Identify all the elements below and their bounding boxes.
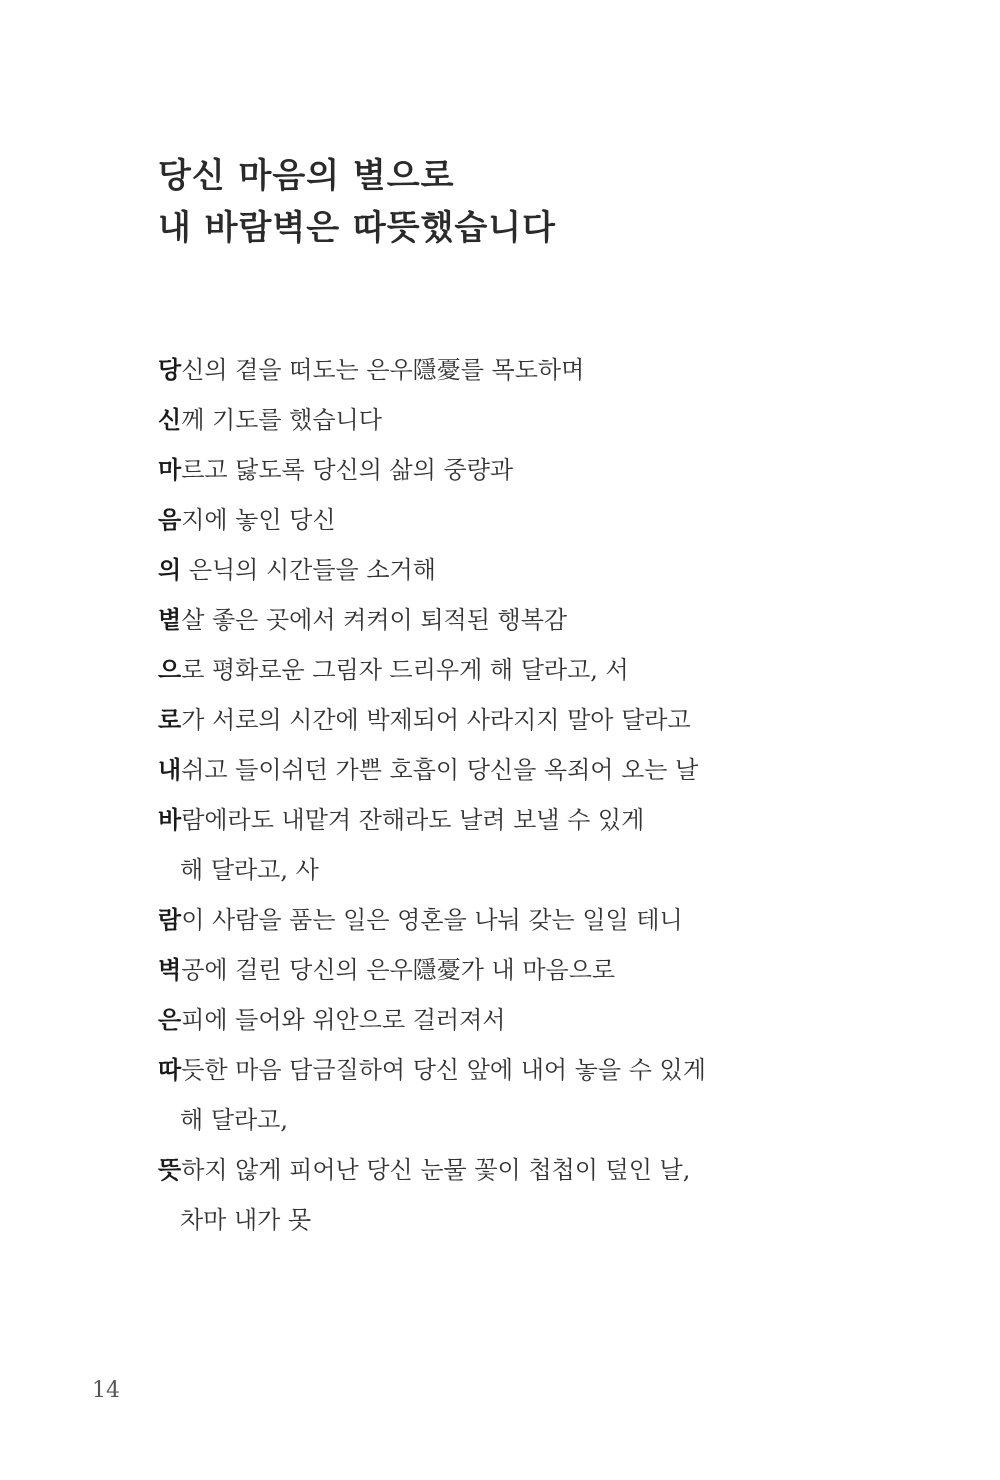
acrostic-letter: 따 <box>158 1056 182 1084</box>
line-text: 하지 않게 피어난 당신 눈물 꽃이 첩첩이 덮인 날, <box>181 1156 691 1184</box>
acrostic-letter: 은 <box>158 1006 182 1034</box>
acrostic-letter: 신 <box>158 406 182 434</box>
acrostic-letter: 볕 <box>158 606 182 634</box>
line-text: 해 달라고, <box>180 1106 288 1134</box>
line-text: 로 평화로운 그림자 드리우게 해 달라고, 서 <box>181 656 629 684</box>
acrostic-letter: 으 <box>158 656 182 684</box>
poem-line <box>158 1045 938 1095</box>
line-text: 듯한 마음 담금질하여 당신 앞에 내어 놓을 수 있게 <box>181 1056 706 1084</box>
acrostic-letter: 당 <box>158 356 182 384</box>
poem-line <box>158 645 938 695</box>
poem-line <box>158 1145 938 1195</box>
line-text: 쉬고 들이쉬던 가쁜 호흡이 당신을 옥죄어 오는 날 <box>181 756 699 784</box>
line-text: 해 달라고, 사 <box>180 856 319 884</box>
poem-line <box>158 345 938 395</box>
poem-line <box>158 545 938 595</box>
line-text: 신의 곁을 떠도는 은우隱憂를 목도하며 <box>181 356 585 384</box>
title-line-2: 내 바람벽은 따뜻했습니다 <box>158 208 556 248</box>
acrostic-letter: 마 <box>158 456 182 484</box>
poem-line-continuation <box>158 1095 938 1145</box>
poem-body <box>158 345 938 1245</box>
acrostic-letter: 뜻 <box>158 1156 182 1184</box>
poem-line-continuation <box>158 845 938 895</box>
line-text: 이 사람을 품는 일은 영혼을 나눠 갖는 일일 테니 <box>181 906 683 934</box>
line-text: 피에 들어와 위안으로 걸러져서 <box>181 1006 506 1034</box>
poem-line-continuation <box>158 1195 938 1245</box>
poem-line <box>158 795 938 845</box>
poem-line <box>158 395 938 445</box>
poem-line <box>158 895 938 945</box>
line-text: 차마 내가 못 <box>180 1206 312 1234</box>
acrostic-letter: 바 <box>158 806 182 834</box>
line-text: 은닉의 시간들을 소거해 <box>181 556 436 584</box>
poem-line <box>158 445 938 495</box>
acrostic-letter: 내 <box>158 756 182 784</box>
line-text: 살 좋은 곳에서 켜켜이 퇴적된 행복감 <box>181 606 568 634</box>
poem-line <box>158 495 938 545</box>
acrostic-letter: 벽 <box>158 956 182 984</box>
line-text: 르고 닳도록 당신의 삶의 중량과 <box>181 456 514 484</box>
line-text: 공에 걸린 당신의 은우隱憂가 내 마음으로 <box>181 956 616 984</box>
poem-line <box>158 595 938 645</box>
acrostic-letter: 로 <box>158 706 182 734</box>
poem-line <box>158 995 938 1045</box>
poem-line <box>158 695 938 745</box>
poem-line <box>158 745 938 795</box>
line-text: 가 서로의 시간에 박제되어 사라지지 말아 달라고 <box>181 706 691 734</box>
poem-title <box>158 150 918 254</box>
line-text: 지에 놓인 당신 <box>181 506 336 534</box>
page-number: 14 <box>92 1378 120 1403</box>
title-line-1: 당신 마음의 별으로 <box>158 156 455 196</box>
acrostic-letter: 의 <box>158 556 182 584</box>
acrostic-letter: 음 <box>158 506 182 534</box>
acrostic-letter: 람 <box>158 906 182 934</box>
line-text: 께 기도를 했습니다 <box>181 406 382 434</box>
poem-line <box>158 945 938 995</box>
line-text: 람에라도 내맡겨 잔해라도 날려 보낼 수 있게 <box>181 806 645 834</box>
